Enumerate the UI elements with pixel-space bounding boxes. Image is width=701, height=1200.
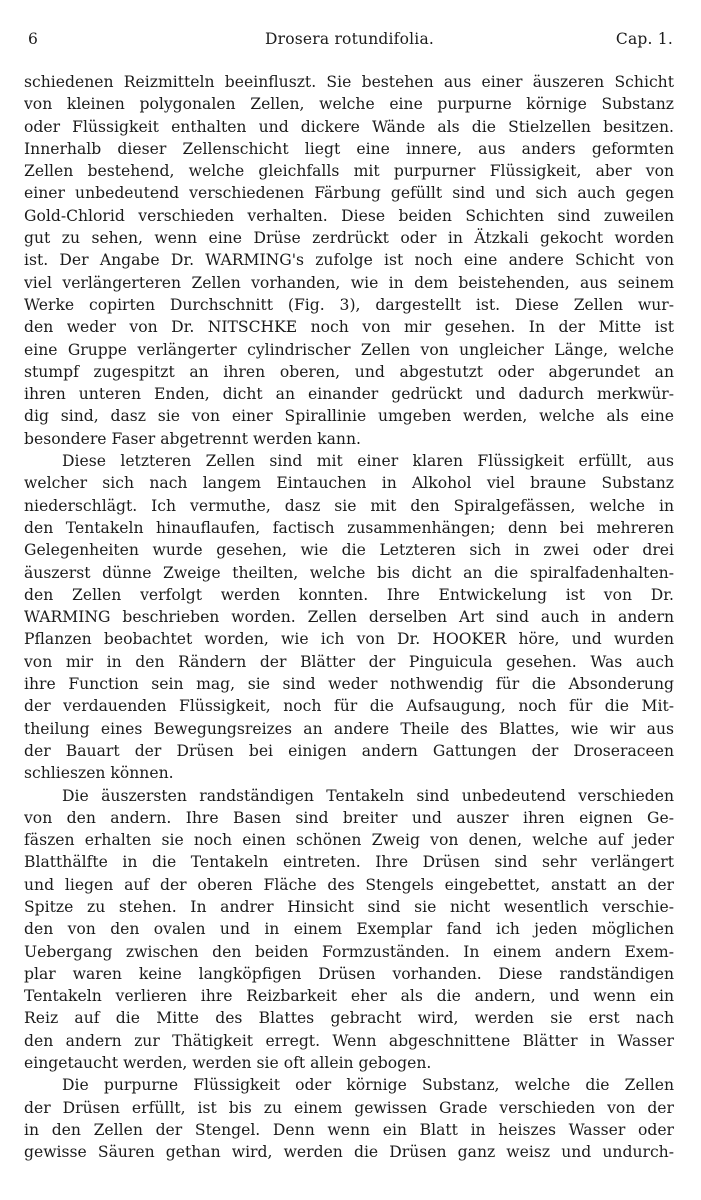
text-line: der Bauart der Drüsen bei einigen andern Gattungen der Droseraceen bbox=[24, 741, 674, 760]
text-line: gewisse Säuren gethan wird, werden die Drüsen ganz weisz und undurch- bbox=[24, 1143, 674, 1162]
text-line: Tentakeln verlieren ihre Reizbarkeit eher als die andern, und wenn ein bbox=[24, 987, 674, 1006]
text-line: den Tentakeln hinauflaufen, factisch zusammenhängen; denn bei mehreren bbox=[24, 518, 674, 537]
text-line: und liegen auf der oberen Fläche des Stengels eingebettet, anstatt an der bbox=[24, 875, 674, 894]
text-line: der verdauenden Flüssigkeit, noch für die Aufsaugung, noch für die Mit- bbox=[24, 697, 674, 716]
text-line: ihren unteren Enden, dicht an einander gedrückt und dadurch merkwür- bbox=[24, 385, 674, 404]
text-line: ist. Der Angabe Dr. WARMING's zufolge ist noch eine andere Schicht von bbox=[24, 251, 674, 270]
text-line: einer unbedeutend verschiedenen Färbung gefüllt sind und sich auch gegen bbox=[24, 184, 674, 203]
paragraph-start-line: Die purpurne Flüssigkeit oder körnige Substanz, welche die Zellen bbox=[62, 1076, 674, 1095]
page-number: 6 bbox=[28, 30, 39, 48]
text-line: WARMING beschrieben worden. Zellen derselben Art sind auch in andern bbox=[24, 608, 674, 627]
text-line: niederschlägt. Ich vermuthe, dasz sie mit den Spiralgefässen, welche in bbox=[24, 496, 674, 515]
text-line: Reiz auf die Mitte des Blattes gebracht wird, werden sie erst nach bbox=[24, 1009, 674, 1028]
text-line: der Drüsen erfüllt, ist bis zu einem gewissen Grade verschieden von der bbox=[24, 1098, 674, 1117]
paragraph-end-line: eingetaucht werden, werden sie oft allein gebogen. bbox=[24, 1054, 432, 1073]
text-line: Pflanzen beobachtet worden, wie ich von Dr. HOOKER höre, und wurden bbox=[24, 630, 674, 649]
text-line: Zellen bestehend, welche gleichfalls mit purpurner Flüssigkeit, aber von bbox=[24, 162, 674, 181]
text-line: den Zellen verfolgt werden konnten. Ihre Entwickelung ist von Dr. bbox=[24, 585, 674, 604]
text-line: von kleinen polygonalen Zellen, welche eine purpurne körnige Substanz bbox=[24, 95, 674, 114]
text-line: eine Gruppe verlängerter cylindrischer Zellen von ungleicher Länge, welche bbox=[24, 340, 674, 359]
text-line: den andern zur Thätigkeit erregt. Wenn abgeschnittene Blätter in Wasser bbox=[24, 1031, 674, 1050]
text-line: den weder von Dr. NITSCHKE noch von mir gesehen. In der Mitte ist bbox=[24, 318, 674, 337]
text-line: Werke copirten Durchschnitt (Fig. 3), dargestellt ist. Diese Zellen wur- bbox=[24, 295, 674, 314]
text-line: den von den ovalen und in einem Exemplar fand ich jeden möglichen bbox=[24, 920, 674, 939]
paragraph-end-line: schlieszen können. bbox=[24, 764, 174, 783]
text-line: stumpf zugespitzt an ihren oberen, und abgestutzt oder abgerundet an bbox=[24, 362, 674, 381]
text-line: von mir in den Rändern der Blätter der Pinguicula gesehen. Was auch bbox=[24, 652, 674, 671]
chapter-label: Cap. 1. bbox=[615, 30, 673, 48]
paragraph-start-line: Die äuszersten randständigen Tentakeln sind unbedeutend verschieden bbox=[62, 786, 674, 805]
running-title: Drosera rotundifolia. bbox=[264, 30, 435, 48]
text-line: oder Flüssigkeit enthalten und dickere Wände als die Stielzellen besitzen. bbox=[24, 117, 674, 136]
text-line: gut zu sehen, wenn eine Drüse zerdrückt oder in Ätzkali gekocht worden bbox=[24, 229, 674, 248]
text-line: plar waren keine langköpfigen Drüsen vorhanden. Diese randständigen bbox=[24, 964, 674, 983]
text-line: schiedenen Reizmitteln beeinfluszt. Sie bestehen aus einer äuszeren Schicht bbox=[24, 73, 674, 91]
text-line: Gold-Chlorid verschieden verhalten. Diese beiden Schichten sind zuweilen bbox=[24, 206, 674, 225]
text-line: theilung eines Bewegungsreizes an andere Theile des Blattes, wie wir aus bbox=[24, 719, 674, 738]
text-line: Innerhalb dieser Zellenschicht liegt eine innere, aus anders geformten bbox=[24, 139, 674, 158]
text-line: in den Zellen der Stengel. Denn wenn ein Blatt in heiszes Wasser oder bbox=[24, 1120, 674, 1139]
running-head bbox=[26, 30, 673, 54]
paragraph-end-line: besondere Faser abgetrennt werden kann. bbox=[24, 429, 361, 448]
text-line: fäszen erhalten sie noch einen schönen Zweig von denen, welche auf jeder bbox=[24, 831, 674, 850]
text-line: äuszerst dünne Zweige theilten, welche bis dicht an die spiralfadenhalten- bbox=[24, 563, 674, 582]
text-line: viel verlängerteren Zellen vorhanden, wie in dem beistehenden, aus seinem bbox=[24, 273, 674, 292]
paragraph-start-line: Diese letzteren Zellen sind mit einer klaren Flüssigkeit erfüllt, aus bbox=[62, 452, 674, 471]
text-line: ihre Function sein mag, sie sind weder nothwendig für die Absonderung bbox=[24, 675, 674, 694]
text-line: Blatthälfte in die Tentakeln eintreten. Ihre Drüsen sind sehr verlängert bbox=[24, 853, 674, 872]
body-text bbox=[24, 71, 674, 1164]
text-line: Spitze zu stehen. In andrer Hinsicht sind sie nicht wesentlich verschie- bbox=[24, 897, 674, 916]
text-line: Uebergang zwischen den beiden Formzuständen. In einem andern Exem- bbox=[24, 942, 674, 961]
text-line: Gelegenheiten wurde gesehen, wie die Letzteren sich in zwei oder drei bbox=[24, 541, 674, 560]
text-line: von den andern. Ihre Basen sind breiter und auszer ihren eignen Ge- bbox=[24, 808, 674, 827]
text-line: dig sind, dasz sie von einer Spirallinie umgeben werden, welche als eine bbox=[24, 407, 674, 426]
text-line: welcher sich nach langem Eintauchen in Alkohol viel braune Substanz bbox=[24, 474, 674, 493]
